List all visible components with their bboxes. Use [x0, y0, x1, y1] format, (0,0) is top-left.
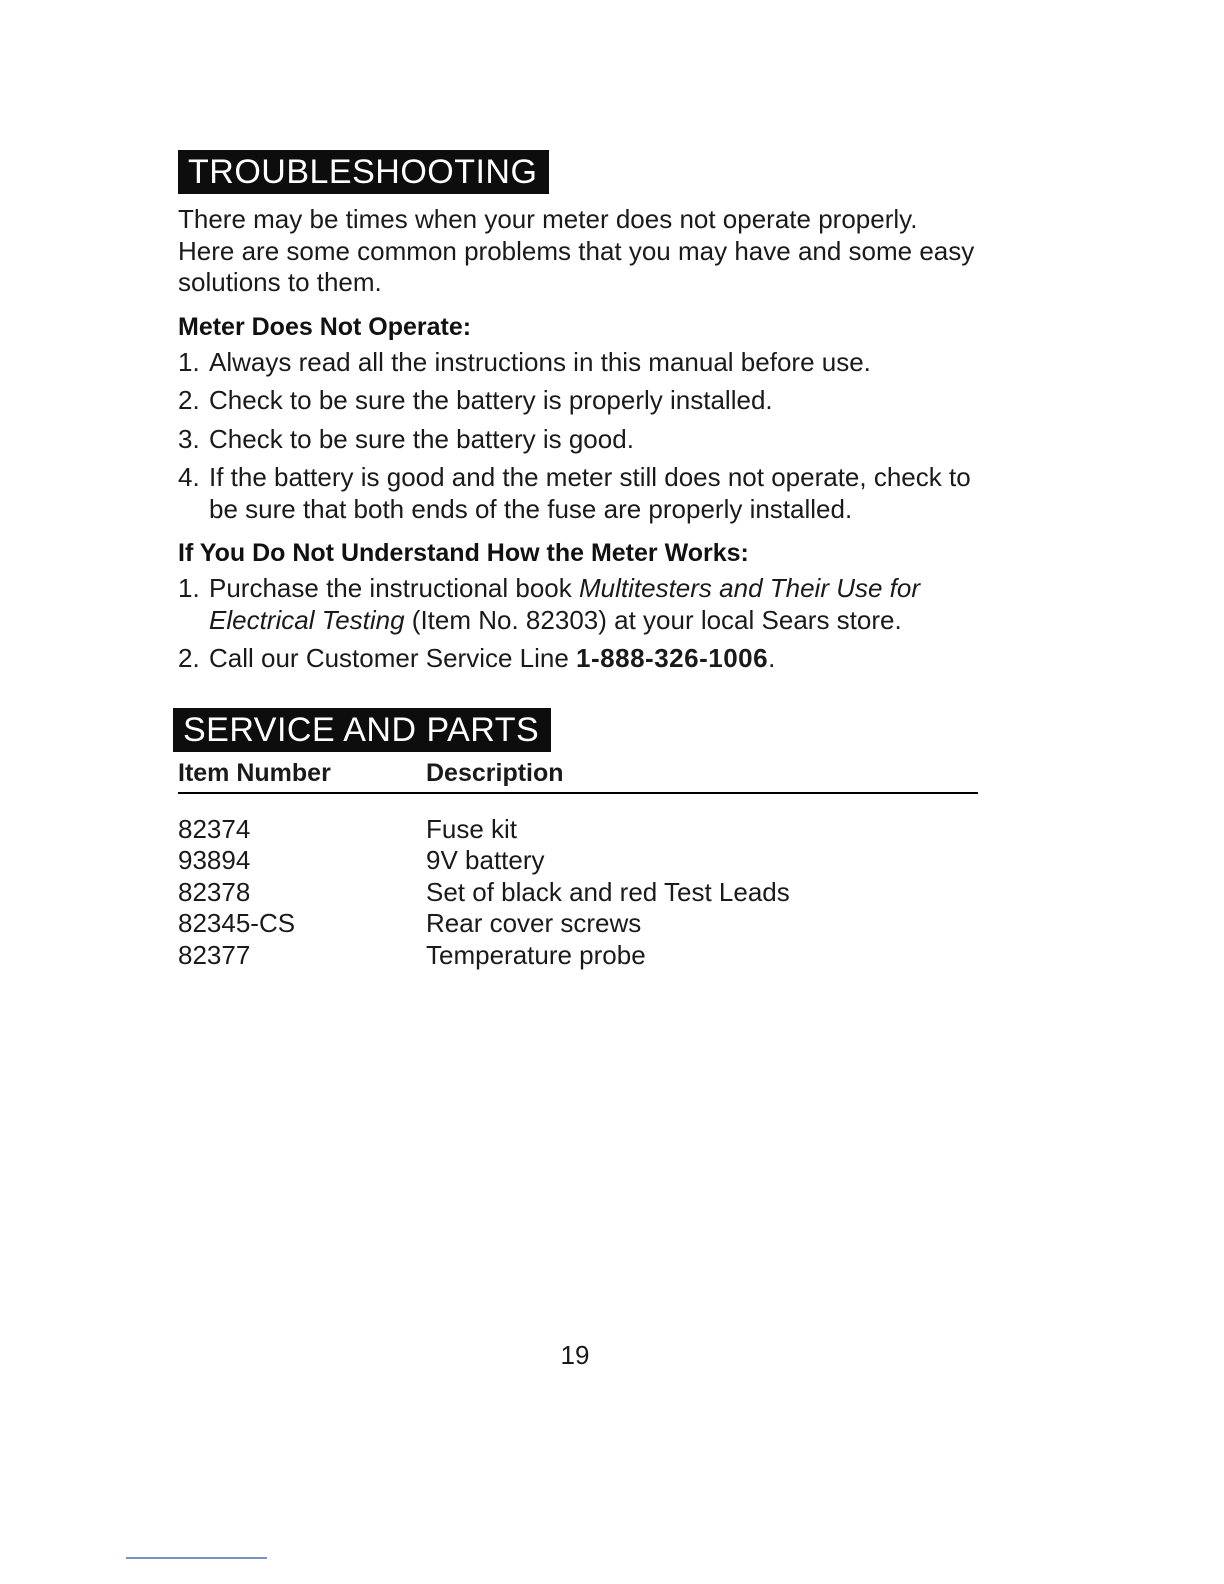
list-item — [178, 385, 978, 417]
troubleshooting-intro: There may be times when your meter does not operate properly. Here are some common problems that you may have and some easy solutions to them. — [178, 204, 975, 297]
meter-does-not-operate-heading: Meter Does Not Operate: — [178, 312, 472, 341]
list-item — [178, 347, 978, 379]
step-text-after: (Item No. 82303) at your local Sears store. — [404, 604, 902, 635]
meter-does-not-operate-steps — [178, 347, 978, 526]
step-number: 2. — [178, 643, 200, 673]
step-text: Check to be sure the battery is good. — [209, 423, 634, 454]
description-cell: Temperature probe — [426, 939, 646, 970]
manual-page — [178, 150, 978, 971]
understand-meter-steps — [178, 573, 978, 675]
item-number-cell: 82377 — [178, 939, 251, 970]
parts-table — [178, 756, 978, 972]
list-item — [178, 643, 978, 675]
description-cell: Set of black and red Test Leads — [426, 876, 790, 907]
step-number: 3. — [178, 423, 200, 454]
step-number: 1. — [178, 573, 200, 603]
step-text: Check to be sure the battery is properly installed. — [209, 385, 773, 415]
step-number: 4. — [178, 462, 200, 492]
description-cell: Rear cover screws — [426, 908, 642, 938]
description-cell: Fuse kit — [426, 813, 518, 844]
service-and-parts-heading: SERVICE AND PARTS — [173, 708, 551, 752]
list-item — [178, 462, 978, 525]
item-number-cell: 93894 — [178, 845, 251, 875]
step-text-before: Purchase the instructional book — [209, 573, 579, 603]
table-row — [178, 908, 978, 940]
item-number-cell: 82345-CS — [178, 908, 296, 938]
step-text: If the battery is good and the meter still does not operate, check to be sure that both ends of the fuse are properly installed. — [209, 462, 971, 524]
step-number: 1. — [178, 346, 200, 377]
list-item — [178, 573, 978, 636]
book-title: Multitesters and Their Use for Electrical Testing — [209, 573, 921, 635]
item-number-header: Item Number — [178, 756, 426, 793]
customer-service-phone: 1-888-326-1006 — [576, 643, 769, 673]
table-row — [178, 845, 978, 877]
table-header-row — [178, 756, 978, 793]
step-text-before: Call our Customer Service Line — [209, 643, 577, 673]
page-number: 19 — [560, 1340, 590, 1370]
description-header: Description — [426, 756, 978, 793]
step-number: 2. — [178, 385, 200, 415]
item-number-cell: 82374 — [178, 813, 251, 844]
item-number-cell: 82378 — [178, 876, 251, 907]
troubleshooting-heading: TROUBLESHOOTING — [178, 150, 549, 194]
description-cell: 9V battery — [426, 845, 545, 875]
list-item — [178, 424, 978, 456]
understand-meter-heading: If You Do Not Understand How the Meter Works: — [178, 539, 749, 567]
table-row — [178, 877, 978, 909]
step-text-after: . — [768, 643, 776, 673]
table-row — [178, 940, 978, 972]
table-row — [178, 793, 978, 846]
step-text: Always read all the instructions in this manual before use. — [209, 346, 871, 377]
footer-divider — [126, 1557, 267, 1559]
